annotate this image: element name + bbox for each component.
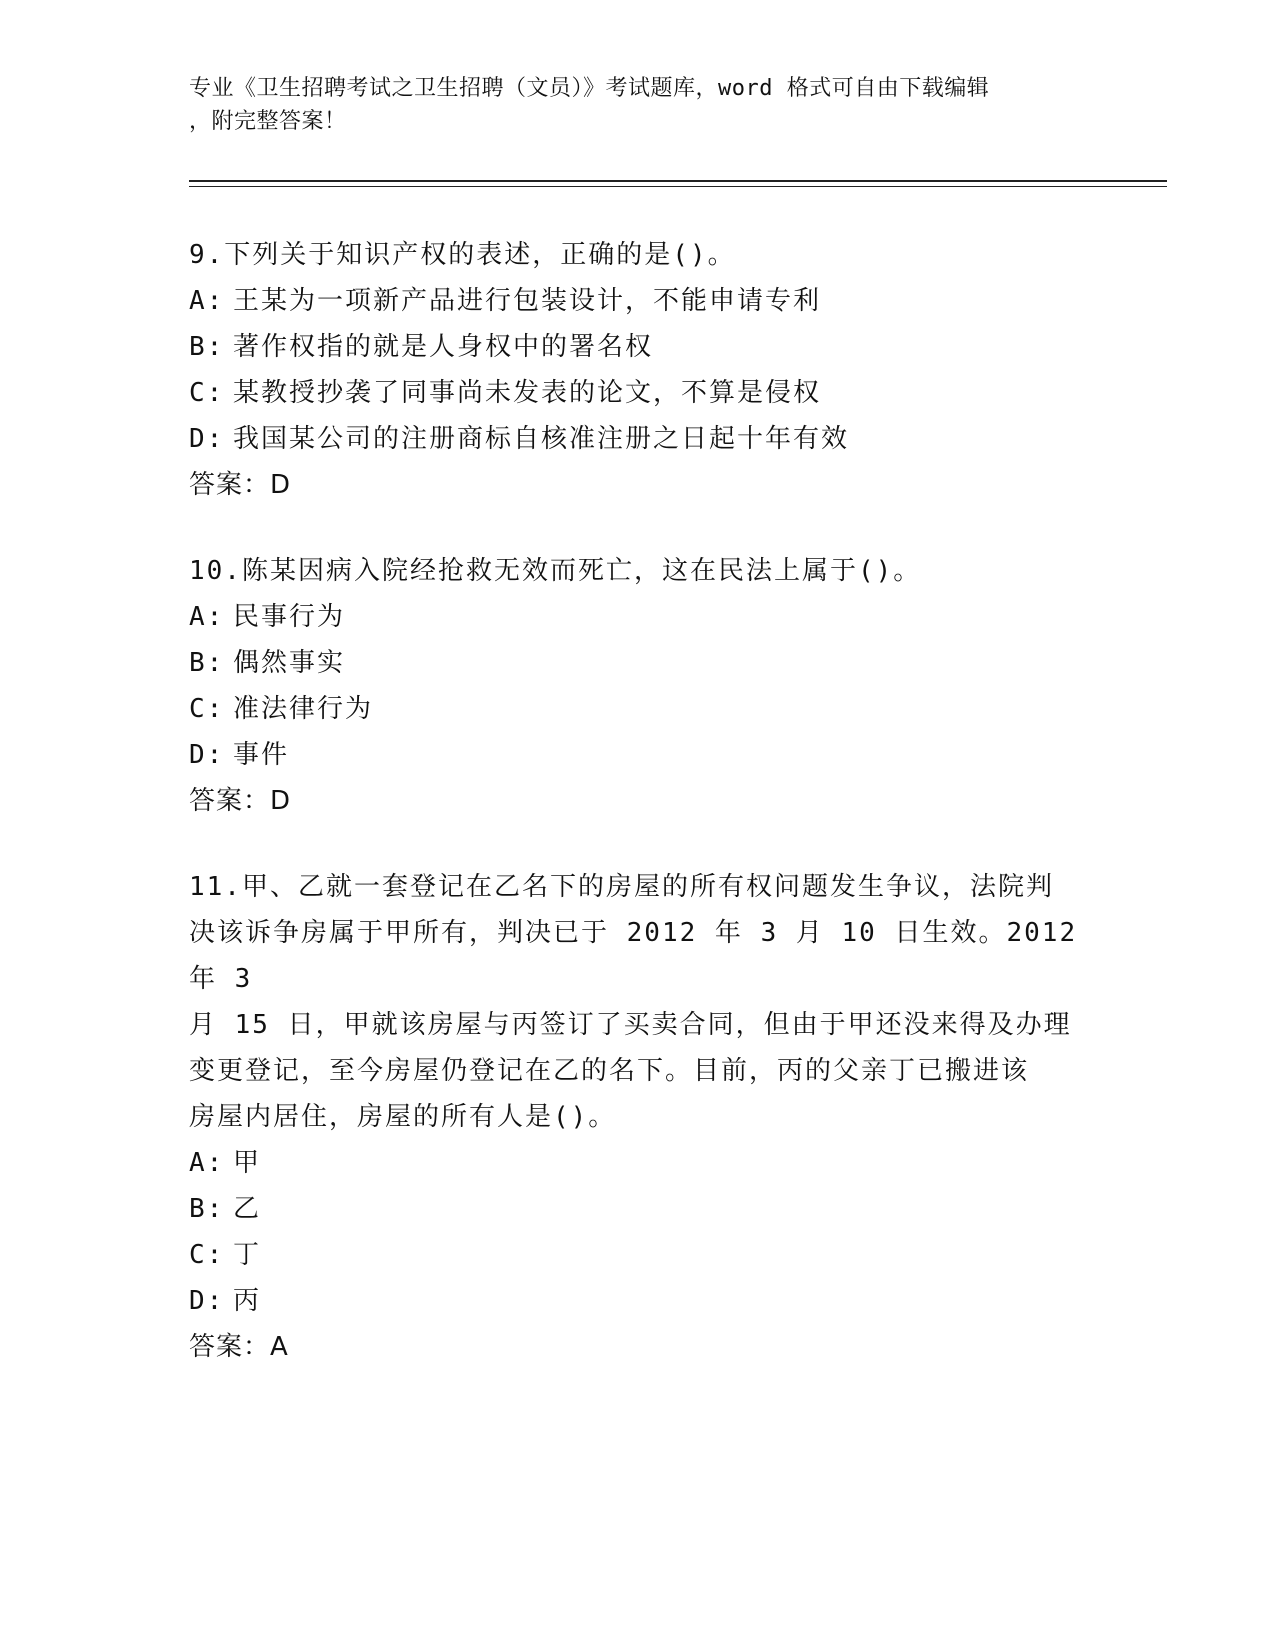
option-text: 王某为一项新产品进行包装设计，不能申请专利 <box>233 286 822 316</box>
option-text: 丁 <box>233 1240 262 1270</box>
option-key: B: <box>189 1194 225 1224</box>
option-text: 事件 <box>233 740 290 770</box>
option-text: 我国某公司的注册商标自核准注册之日起十年有效 <box>233 424 850 454</box>
question-stem-line: 月 15 日，甲就该房屋与丙签订了买卖合同，但由于甲还没来得及办理 <box>189 1010 1072 1040</box>
option-key: D: <box>189 1286 225 1316</box>
option-a <box>189 1140 1089 1186</box>
option-text: 乙 <box>233 1194 262 1224</box>
question-stem-line: 变更登记，至今房屋仍登记在乙的名下。目前，丙的父亲丁已搬进该 <box>189 1056 1030 1086</box>
option-key: A: <box>189 602 225 632</box>
option-key: A: <box>189 286 225 316</box>
question-list <box>189 232 1089 1410</box>
option-d <box>189 732 1089 778</box>
question-stem: 9.下列关于知识产权的表述，正确的是()。 <box>189 240 736 270</box>
option-text: 偶然事实 <box>233 648 346 678</box>
option-text: 著作权指的就是人身权中的署名权 <box>233 332 654 362</box>
header-divider-thin <box>189 186 1167 187</box>
question-stem-line: 决该诉争房属于甲所有，判决已于 2012 年 3 月 10 日生效。2012 年 3 <box>189 918 1078 994</box>
option-c <box>189 1232 1089 1278</box>
question-stem-line: 11.甲、乙就一套登记在乙名下的房屋的所有权问题发生争议，法院判 <box>189 872 1054 902</box>
header-divider-thick <box>189 180 1167 182</box>
answer-label: 答案：D <box>189 786 292 816</box>
option-key: D: <box>189 424 225 454</box>
option-text: 准法律行为 <box>233 694 374 724</box>
option-key: C: <box>189 378 225 408</box>
question-10 <box>189 548 1089 824</box>
answer-label: 答案：D <box>189 470 292 500</box>
option-key: B: <box>189 648 225 678</box>
option-c <box>189 686 1089 732</box>
question-stem: 10.陈某因病入院经抢救无效而死亡，这在民法上属于()。 <box>189 556 922 586</box>
option-text: 丙 <box>233 1286 262 1316</box>
option-text: 民事行为 <box>233 602 346 632</box>
option-text: 甲 <box>233 1148 262 1178</box>
header-line-2: ，附完整答案！ <box>189 109 347 134</box>
document-header <box>189 72 1089 138</box>
option-a <box>189 594 1089 640</box>
question-9 <box>189 232 1089 508</box>
option-key: B: <box>189 332 225 362</box>
question-stem-line: 房屋内居住，房屋的所有人是()。 <box>189 1102 617 1132</box>
option-key: A: <box>189 1148 225 1178</box>
answer-label: 答案：A <box>189 1332 289 1362</box>
option-key: C: <box>189 694 225 724</box>
option-a <box>189 278 1089 324</box>
option-d <box>189 416 1089 462</box>
header-line-1: 专业《卫生招聘考试之卫生招聘（文员）》考试题库，word 格式可自由下载编辑 <box>189 76 990 101</box>
option-text: 某教授抄袭了同事尚未发表的论文，不算是侵权 <box>233 378 822 408</box>
option-c <box>189 370 1089 416</box>
option-b <box>189 324 1089 370</box>
option-b <box>189 640 1089 686</box>
question-11 <box>189 864 1089 1370</box>
option-key: C: <box>189 1240 225 1270</box>
option-key: D: <box>189 740 225 770</box>
option-b <box>189 1186 1089 1232</box>
option-d <box>189 1278 1089 1324</box>
